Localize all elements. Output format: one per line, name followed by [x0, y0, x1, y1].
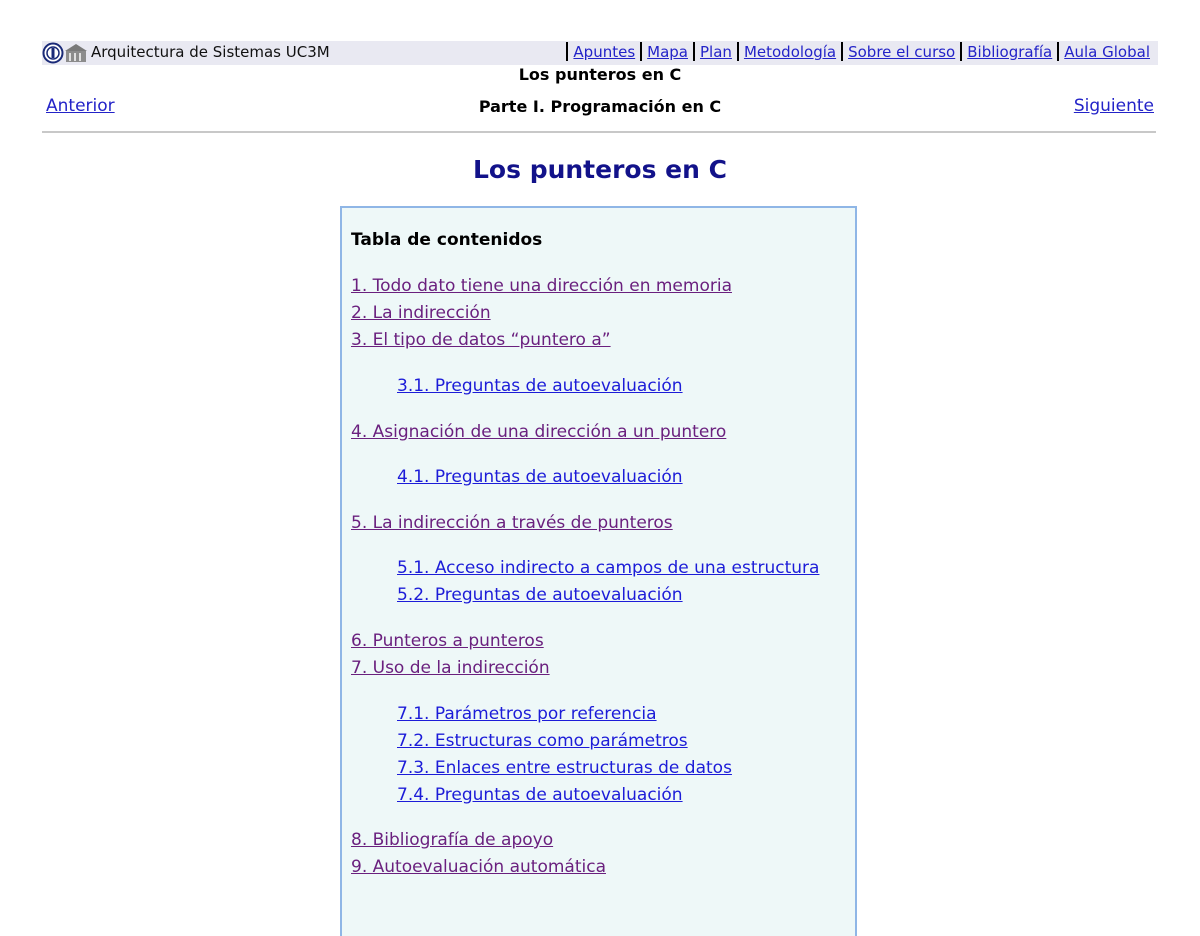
toc-heading: Tabla de contenidos [351, 230, 543, 250]
nav-separator [737, 42, 739, 61]
nav-link-sobre-el-curso[interactable]: Sobre el curso [848, 43, 956, 61]
toc-item-4[interactable]: 4. Asignación de una dirección a un puntero [351, 422, 727, 442]
nav-link-bibliografia[interactable]: Bibliografía [967, 43, 1053, 61]
part-title: Parte I. Programación en C [478, 97, 722, 116]
toc-item-4-1[interactable]: 4.1. Preguntas de autoevaluación [397, 467, 683, 487]
nav-separator [841, 42, 843, 61]
toc-item-3[interactable]: 3. El tipo de datos “puntero a” [351, 330, 611, 350]
previous-link[interactable]: Anterior [46, 96, 115, 116]
nav-separator [960, 42, 962, 61]
toc-item-8[interactable]: 8. Bibliografía de apoyo [351, 830, 554, 850]
toc-item-7-3[interactable]: 7.3. Enlaces entre estructuras de datos [397, 758, 732, 778]
table-of-contents [340, 206, 857, 936]
toc-item-7-1[interactable]: 7.1. Parámetros por referencia [397, 704, 657, 724]
toc-item-5[interactable]: 5. La indirección a través de punteros [351, 513, 673, 533]
toc-item-3-1[interactable]: 3.1. Preguntas de autoevaluación [397, 376, 683, 396]
nav-link-aula-global[interactable]: Aula Global [1064, 43, 1150, 61]
toc-item-6[interactable]: 6. Punteros a punteros [351, 631, 544, 651]
nav-link-metodologia[interactable]: Metodología [743, 43, 837, 61]
nav-separator [566, 42, 568, 61]
nav-separator [1057, 42, 1059, 61]
toc-item-5-2[interactable]: 5.2. Preguntas de autoevaluación [397, 585, 683, 605]
toc-item-7-2[interactable]: 7.2. Estructuras como parámetros [397, 731, 688, 751]
nav-link-apuntes[interactable]: Apuntes [573, 43, 636, 61]
nav-separator [693, 42, 695, 61]
top-banner [42, 41, 1158, 65]
top-nav [561, 42, 1150, 61]
site-title: Arquitectura de Sistemas UC3M [91, 43, 330, 61]
nav-link-plan[interactable]: Plan [700, 43, 732, 61]
next-link[interactable]: Siguiente [1073, 96, 1154, 116]
toc-item-5-1[interactable]: 5.1. Acceso indirecto a campos de una estructura [397, 558, 820, 578]
toc-item-7-4[interactable]: 7.4. Preguntas de autoevaluación [397, 785, 683, 805]
toc-item-1[interactable]: 1. Todo dato tiene una dirección en memoria [351, 276, 732, 296]
toc-item-9[interactable]: 9. Autoevaluación automática [351, 857, 606, 877]
header-divider [42, 131, 1156, 133]
toc-item-2[interactable]: 2. La indirección [351, 303, 491, 323]
page-title: Los punteros en C [473, 155, 727, 184]
nav-link-mapa[interactable]: Mapa [647, 43, 689, 61]
toc-item-7[interactable]: 7. Uso de la indirección [351, 658, 550, 678]
nav-separator [640, 42, 642, 61]
document-title: Los punteros en C [518, 65, 682, 84]
uc3m-logo-icon[interactable] [42, 42, 88, 64]
